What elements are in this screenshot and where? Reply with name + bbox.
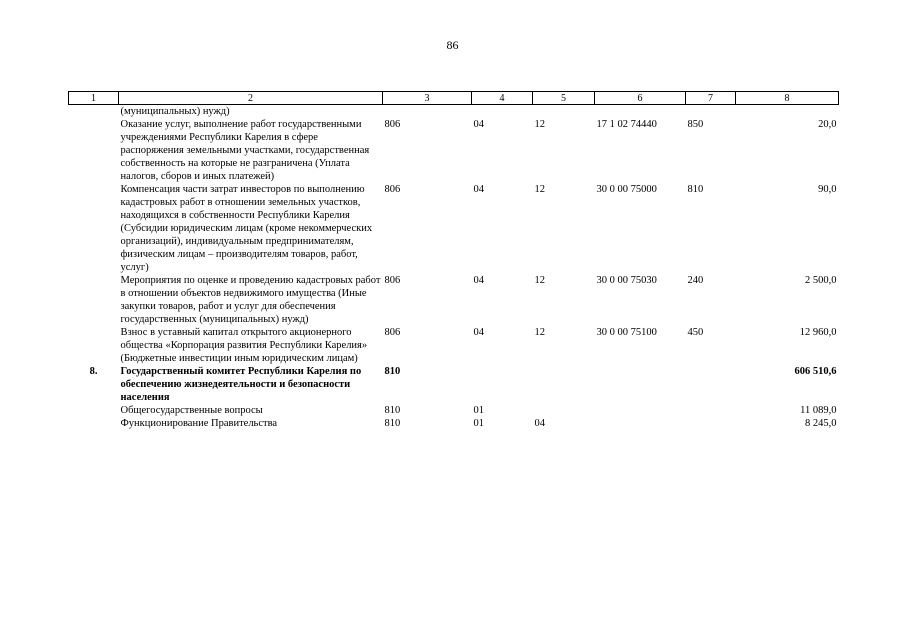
amount-cell: 20,0 [818, 119, 837, 130]
column-numbers-row [69, 92, 839, 105]
row-number-cell [69, 105, 119, 119]
section-code-cell [472, 105, 533, 119]
target-article-cell [595, 105, 686, 119]
budget-table [68, 91, 839, 430]
target-article-cell: 30 0 00 75100 [596, 327, 657, 338]
table-row [69, 118, 839, 183]
amount-cell [736, 105, 839, 119]
table-row [69, 274, 839, 326]
target-article-cell [595, 417, 686, 430]
expense-type-cell: 450 [687, 327, 704, 338]
row-number-cell [69, 417, 119, 430]
amount-cell: 2 500,0 [805, 275, 837, 286]
section-code-cell: 04 [473, 275, 484, 286]
amount-cell: 90,0 [818, 184, 837, 195]
ministry-code-cell: 806 [384, 184, 401, 195]
row-number-cell [69, 183, 119, 274]
page-number: 86 [446, 38, 459, 52]
ministry-code-cell: 806 [384, 327, 401, 338]
section-code-cell: 01 [473, 405, 484, 416]
subsection-code-cell: 12 [534, 119, 545, 130]
subsection-code-cell: 12 [534, 275, 545, 286]
row-name-cell: Государственный комитет Республики Карелия по обеспечению жизнедеятельности и безопасности населения [120, 366, 362, 403]
row-number-cell [69, 274, 119, 326]
subsection-code-cell [533, 105, 595, 119]
row-name-cell: Общегосударственные вопросы [120, 405, 263, 416]
expense-type-cell: 810 [687, 184, 704, 195]
subsection-code-cell [533, 404, 595, 417]
target-article-cell [595, 365, 686, 404]
subsection-code-cell: 04 [534, 418, 545, 429]
expense-type-cell: 850 [687, 119, 704, 130]
target-article-cell: 17 1 02 74440 [596, 119, 657, 130]
column-header: 3 [383, 92, 472, 105]
row-name-cell: Компенсация части затрат инвесторов по выполнению кадастровых работ в отношении земельных участков, находящихся в собственности Республики Карелия (Субсидии юридическим лицам (кроме некоммерческих организаций), индивидуальным предпринимателям, физическим лицам – производителям товаров, работ, услуг) [120, 184, 373, 273]
row-name-cell: (муниципальных) нужд) [120, 106, 230, 117]
target-article-cell [595, 404, 686, 417]
row-number-cell [69, 118, 119, 183]
column-header: 8 [736, 92, 839, 105]
subsection-code-cell [533, 365, 595, 404]
expense-type-cell [686, 105, 736, 119]
table-row [69, 105, 839, 119]
target-article-cell: 30 0 00 75030 [596, 275, 657, 286]
amount-cell: 606 510,6 [794, 366, 837, 377]
target-article-cell: 30 0 00 75000 [596, 184, 657, 195]
expense-type-cell: 240 [687, 275, 704, 286]
table-row [69, 417, 839, 430]
ministry-code-cell: 810 [384, 418, 401, 429]
section-code-cell: 04 [473, 327, 484, 338]
ministry-code-cell: 810 [384, 405, 401, 416]
amount-cell: 12 960,0 [799, 327, 837, 338]
section-code-cell: 04 [473, 184, 484, 195]
row-number-cell [69, 326, 119, 365]
amount-cell: 8 245,0 [805, 418, 837, 429]
column-header: 5 [533, 92, 595, 105]
ministry-code-cell: 806 [384, 275, 401, 286]
column-header: 6 [595, 92, 686, 105]
column-header: 1 [69, 92, 119, 105]
subsection-code-cell: 12 [534, 327, 545, 338]
column-header: 2 [119, 92, 383, 105]
ministry-code-cell: 810 [384, 366, 401, 377]
table-body [69, 105, 839, 431]
row-name-cell: Мероприятия по оценке и проведению кадастровых работ в отношении объектов недвижимого имущества (Иные закупки товаров, работ и услуг для обеспечения государственных (муниципальных) нужд) [120, 275, 381, 325]
expense-type-cell [686, 417, 736, 430]
row-name-cell: Оказание услуг, выполнение работ государственными учреждениями Республики Карелия в сфере распоряжения земельными участками, государственная собственность на которые не разграничена (Уплата налогов, сборов и иных платежей) [120, 119, 370, 182]
section-code-cell: 04 [473, 119, 484, 130]
amount-cell: 11 089,0 [800, 405, 837, 416]
subsection-code-cell: 12 [534, 184, 545, 195]
row-number-cell: 8. [89, 366, 98, 377]
table-row [69, 404, 839, 417]
column-header: 7 [686, 92, 736, 105]
expense-type-cell [686, 404, 736, 417]
row-number-cell [69, 404, 119, 417]
table-row [69, 365, 839, 404]
ministry-code-cell [383, 105, 472, 119]
expense-type-cell [686, 365, 736, 404]
row-name-cell: Функционирование Правительства [120, 418, 278, 429]
table-row [69, 326, 839, 365]
section-code-cell: 01 [473, 418, 484, 429]
row-name-cell: Взнос в уставный капитал открытого акционерного общества «Корпорация развития Республики Карелия» (Бюджетные инвестиции иным юридическим лицам) [120, 327, 368, 364]
ministry-code-cell: 806 [384, 119, 401, 130]
table-row [69, 183, 839, 274]
section-code-cell [472, 365, 533, 404]
column-header: 4 [472, 92, 533, 105]
